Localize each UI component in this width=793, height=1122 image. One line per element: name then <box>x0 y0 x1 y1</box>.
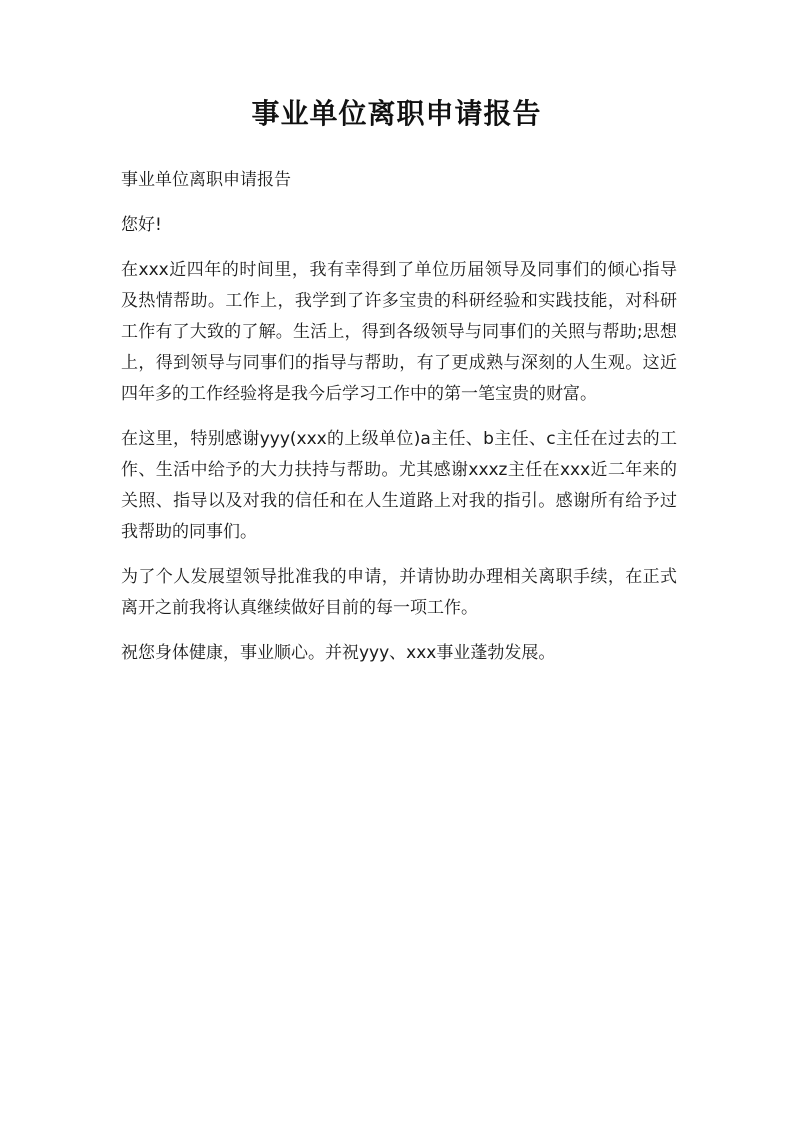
subtitle-paragraph: 事业单位离职申请报告 <box>121 170 291 190</box>
body-paragraph: 为了个人发展望领导批准我的申请，并请协助办理相关离职手续，在正式离开之前我将认真继续做好目前的每一项工作。 <box>121 567 677 618</box>
document-title: 事业单位离职申请报告 <box>251 97 542 130</box>
greeting-paragraph: 您好! <box>121 215 162 235</box>
document-body <box>121 165 677 683</box>
body-paragraph: 在这里，特别感谢yyy(xxx的上级单位)a主任、b主任、c主任在过去的工作、生活中给予的大力扶持与帮助。尤其感谢xxxz主任在xxx近二年来的关照、指导以及对我的信任和在人生道路上对我的指引。感谢所有给予过我帮助的同事们。 <box>121 429 677 542</box>
body-paragraph: 在xxx近四年的时间里，我有幸得到了单位历届领导及同事们的倾心指导及热情帮助。工作上，我学到了许多宝贵的科研经验和实践技能，对科研工作有了大致的了解。生活上，得到各级领导与同事们的关照与帮助;思想上，得到领导与同事们的指导与帮助，有了更成熟与深刻的人生观。这近四年多的工作经验将是我今后学习工作中的第一笔宝贵的财富。 <box>121 260 677 404</box>
closing-paragraph: 祝您身体健康，事业顺心。并祝yyy、xxx事业蓬勃发展。 <box>121 643 556 663</box>
